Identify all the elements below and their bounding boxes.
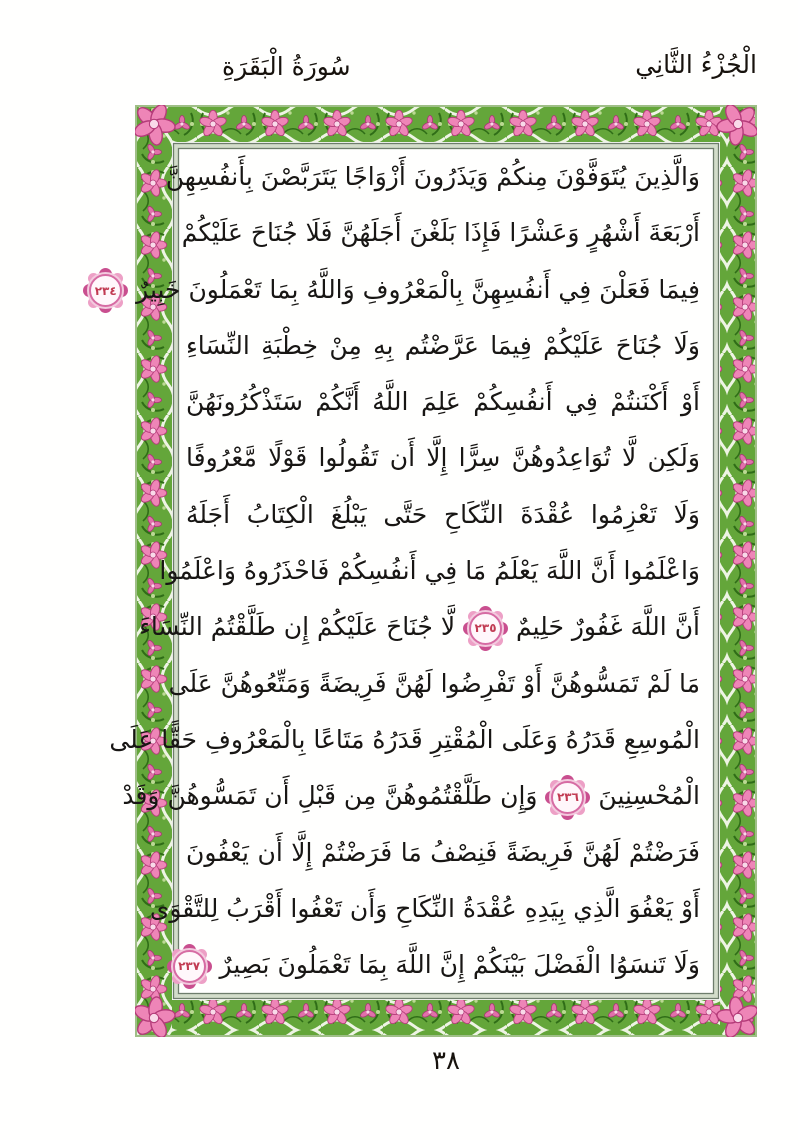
ayah-text: أَرْبَعَةَ أَشْهُرٍ وَعَشْرًا فَإِذَا بَلَغْنَ أَجَلَهُنَّ فَلَا جُنَاحَ عَلَيْكُمْ bbox=[181, 218, 700, 248]
quran-line bbox=[165, 149, 700, 205]
quran-line bbox=[122, 768, 700, 824]
ayah-text: وَلَا جُنَاحَ عَلَيْكُمْ فِيمَا عَرَّضْتُم بِهِ مِنْ خِطْبَةِ النِّسَاءِ bbox=[186, 330, 700, 360]
ayah-text: وَلَكِن لَّا تُوَاعِدُوهُنَّ سِرًّا إِلَّا أَن تَقُولُوا قَوْلًا مَّعْرُوفًا bbox=[186, 443, 700, 473]
quran-line bbox=[139, 599, 700, 655]
ayah-text: وَإِن طَلَّقْتُمُوهُنَّ مِن قَبْلِ أَن تَمَسُّوهُنَّ وَقَدْ bbox=[122, 781, 538, 811]
verse-number: ٢٣٧ bbox=[178, 959, 201, 974]
quran-line bbox=[149, 881, 700, 937]
border-band-top bbox=[135, 105, 757, 142]
ayah-text: الْمُحْسِنِينَ bbox=[598, 781, 700, 811]
quran-line bbox=[181, 205, 700, 261]
quran-line bbox=[109, 712, 700, 768]
verse-end-marker-icon bbox=[469, 612, 502, 645]
verse-end-marker-icon bbox=[89, 274, 122, 307]
ayah-text: أَوْ يَعْفُوَ الَّذِي بِيَدِهِ عُقْدَةُ النِّكَاحِ وَأَن تَعْفُوا أَقْرَبُ لِلتَّقْوَى bbox=[149, 893, 700, 923]
ayah-text: مَا لَمْ تَمَسُّوهُنَّ أَوْ تَفْرِضُوا لَهُنَّ فَرِيضَةً وَمَتِّعُوهُنَّ عَلَى bbox=[168, 668, 700, 698]
ayah-text: وَالَّذِينَ يُتَوَفَّوْنَ مِنكُمْ وَيَذَرُونَ أَزْوَاجًا يَتَرَبَّصْنَ بِأَنفُسِهِنَّ bbox=[165, 162, 700, 191]
quran-line bbox=[94, 262, 700, 318]
ayah-text: وَاعْلَمُوا أَنَّ اللَّهَ يَعْلَمُ مَا فِي أَنفُسِكُمْ فَاحْذَرُوهُ وَاعْلَمُوا bbox=[159, 556, 700, 586]
quran-line bbox=[186, 318, 700, 374]
ayah-text: لَّا جُنَاحَ عَلَيْكُمْ إِن طَلَّقْتُمُ النِّسَاءَ bbox=[139, 612, 456, 642]
verse-number: ٢٣٤ bbox=[94, 283, 117, 298]
verse-end-marker-icon bbox=[173, 950, 206, 983]
ayah-text: وَلَا تَعْزِمُوا عُقْدَةَ النِّكَاحِ حَتَّى يَبْلُغَ الْكِتَابُ أَجَلَهُ bbox=[186, 499, 700, 529]
ayah-text: فِيمَا فَعَلْنَ فِي أَنفُسِهِنَّ بِالْمَعْرُوفِ وَاللَّهُ بِمَا تَعْمَلُونَ خَبِيرٌ bbox=[136, 274, 700, 304]
page-number: ٣٨ bbox=[432, 1046, 460, 1076]
verse-number: ٢٣٦ bbox=[556, 790, 579, 805]
quran-line bbox=[178, 937, 700, 993]
ayah-text: وَلَا تَنسَوُا الْفَضْلَ بَيْنَكُمْ إِنَّ اللَّهَ بِمَا تَعْمَلُونَ بَصِيرٌ bbox=[219, 950, 700, 980]
ayah-text: الْمُوسِعِ قَدَرُهُ وَعَلَى الْمُقْتِرِ قَدَرُهُ مَتَاعًا بِالْمَعْرُوفِ حَقًّا عَلَى bbox=[109, 724, 700, 754]
quran-line bbox=[168, 656, 700, 712]
quran-text-area bbox=[94, 149, 700, 994]
juz-title: الْجُزْءُ الثَّانِي bbox=[635, 50, 757, 79]
quran-line bbox=[186, 825, 700, 881]
ayah-text: فَرَضْتُمْ لَهُنَّ فَرِيضَةً فَنِصْفُ مَا فَرَضْتُمْ إِلَّا أَن يَعْفُونَ bbox=[186, 837, 700, 867]
border-band-bottom bbox=[135, 1000, 757, 1037]
quran-line bbox=[186, 374, 700, 430]
verse-number: ٢٣٥ bbox=[474, 621, 497, 636]
ayah-text: أَوْ أَكْنَنتُمْ فِي أَنفُسِكُمْ عَلِمَ اللَّهُ أَنَّكُمْ سَتَذْكُرُونَهُنَّ bbox=[186, 387, 700, 417]
border-band-right bbox=[720, 105, 757, 1037]
surah-title: سُورَةُ الْبَقَرَةِ bbox=[222, 52, 351, 81]
quran-line bbox=[186, 487, 700, 543]
verse-end-marker-icon bbox=[551, 781, 584, 814]
ayah-text: أَنَّ اللَّهَ غَفُورٌ حَلِيمٌ bbox=[515, 612, 700, 642]
quran-line bbox=[186, 430, 700, 486]
quran-line bbox=[159, 543, 700, 599]
